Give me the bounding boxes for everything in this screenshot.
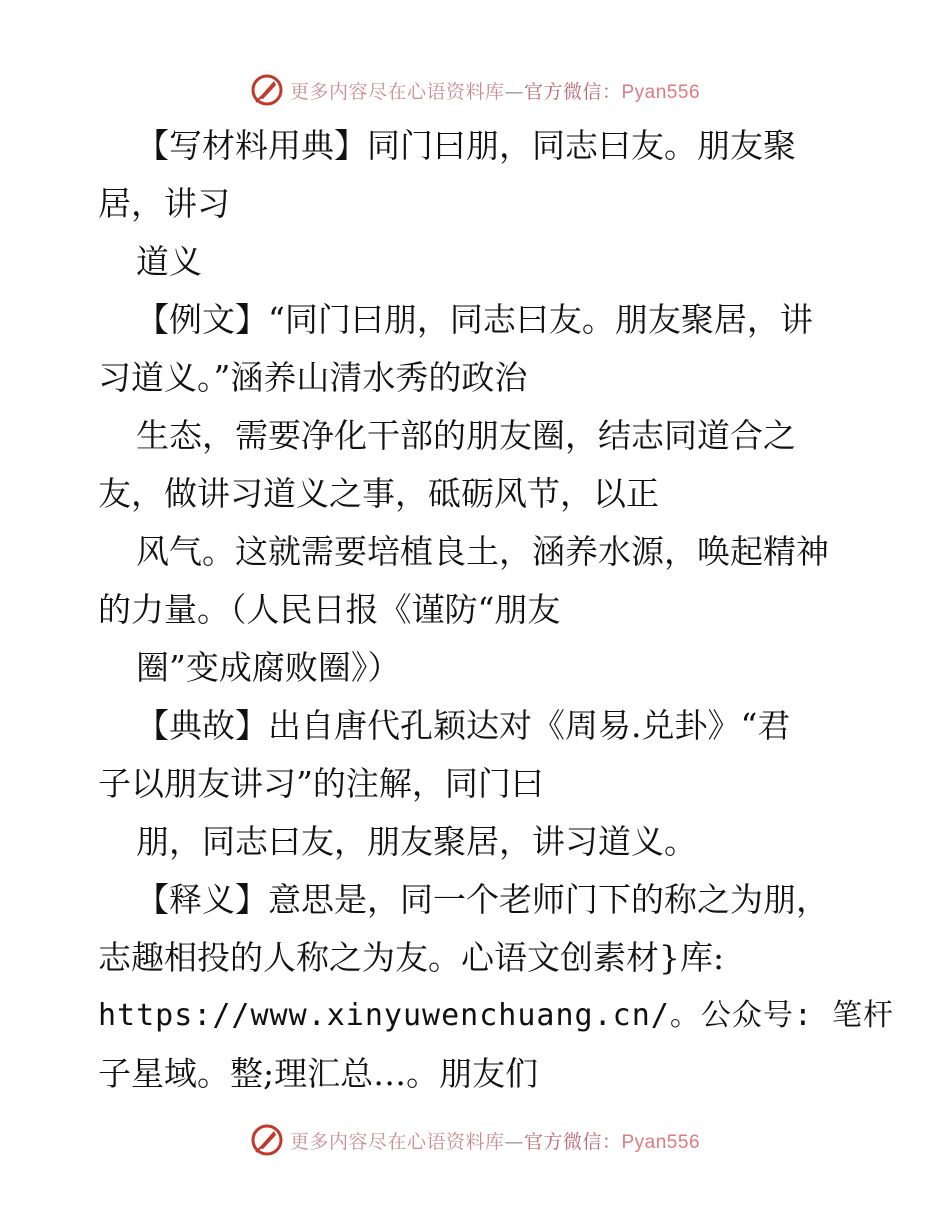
url-line: https://www.xinyuwenchuang.cn/。公众号: 笔杆 [98,998,894,1033]
footer-banner [0,1120,950,1160]
quill-pen-logo-icon [250,73,284,107]
banner-wechat-id: Pyan556 [621,1131,701,1153]
text-line: 生态，需要净化干部的朋友圈，结志同道合之 [136,416,796,455]
banner-text [290,1127,700,1154]
text-line: 子以朋友讲习”的注解，同门曰 [98,764,544,803]
text-line: 友，做讲习道义之事，砥砺风节，以正 [98,474,659,513]
text-line: 志趣相投的人称之为友。心语文创素材}库: [98,938,725,977]
text-line: 居，讲习 [98,184,230,223]
document-body [98,117,894,1103]
text-line: 【写材料用典】同门曰朋，同志曰友。朋友聚 [136,126,796,165]
banner-text [290,77,700,104]
text-line: 朋，同志曰友，朋友聚居，讲习道义。 [136,822,697,861]
header-banner [0,70,950,110]
text-line: 习道义。”涵养山清水秀的政治 [98,358,528,397]
text-line: 【释义】意思是，同一个老师门下的称之为朋， [136,880,829,919]
banner-wechat-label: 官方微信： [523,80,622,103]
banner-separator: — [504,1130,524,1153]
text-line: 圈”变成腐败圈》） [136,648,401,687]
text-line: 风气。这就需要培植良土，涵养水源，唤起精神 [136,532,829,571]
text-line: 【例文】“同门曰朋，同志曰友。朋友聚居，讲 [136,300,813,339]
text-line: 道义 [136,242,202,281]
banner-prefix: 更多内容尽在心语资料库 [289,80,505,103]
banner-wechat-label: 官方微信： [523,1130,622,1153]
text-line: 的力量。（人民日报《谨防“朋友 [98,590,561,629]
banner-wechat-id: Pyan556 [621,81,701,103]
quill-pen-logo-icon [250,1123,284,1157]
banner-separator: — [504,80,524,103]
text-line: 【典故】出自唐代孔颖达对《周易.兑卦》“君 [136,706,791,745]
text-line: 子星域。整;理汇总…。朋友们 [98,1054,539,1093]
banner-prefix: 更多内容尽在心语资料库 [289,1130,505,1153]
